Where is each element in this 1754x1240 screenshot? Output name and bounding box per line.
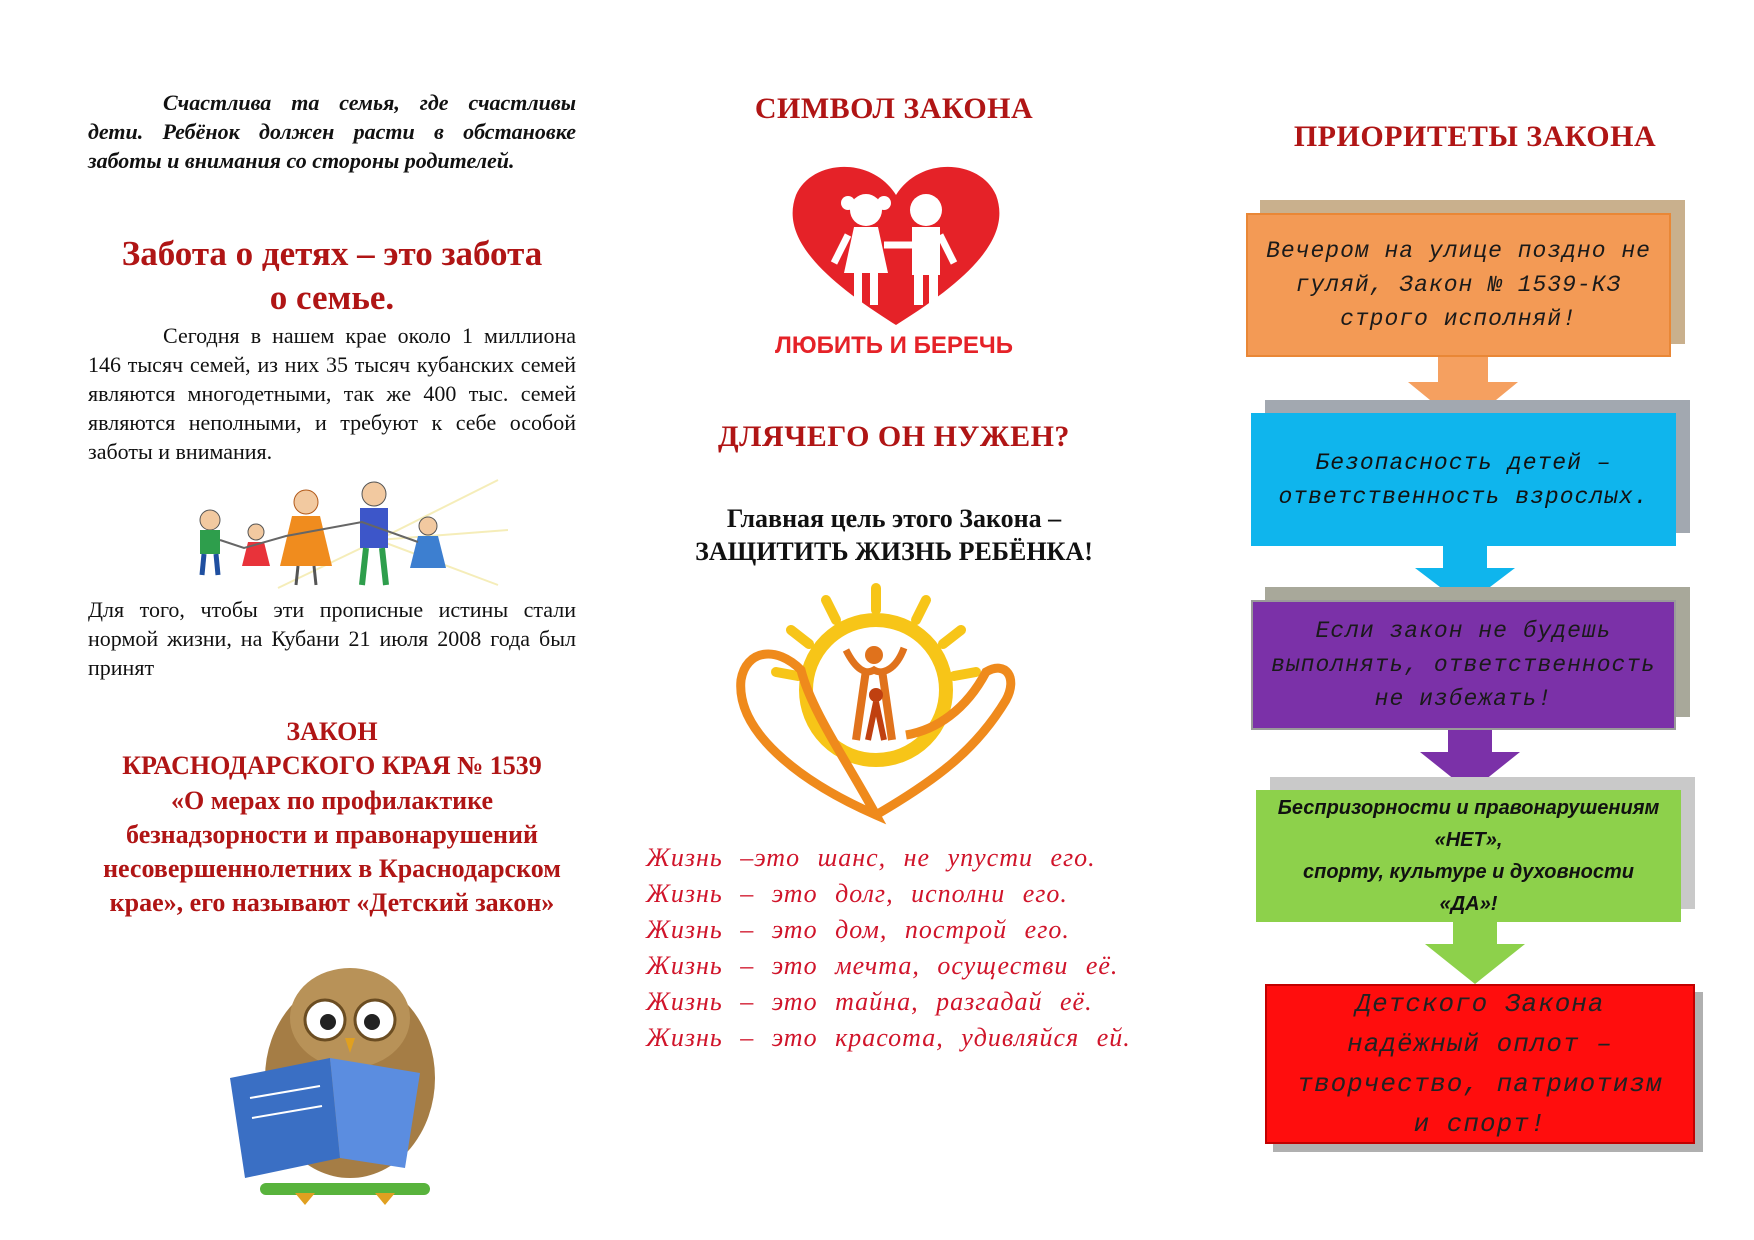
law-title-line1: ЗАКОН [286,717,378,746]
heart-caption: ЛЮБИТЬ И БЕРЕЧЬ [775,332,1013,359]
box4-line1: Беспризорности и правонарушениям «НЕТ», [1277,797,1660,851]
life-line: Жизнь –это шанс, не упусти его. [646,843,1096,872]
law-intro-paragraph: Для того, чтобы эти прописные истины стали нормой жизни, на Кубани 21 июля 2008 года был принят [88,597,576,680]
care-heading-line2: о семье. [269,278,395,317]
life-line: Жизнь – это дом, построй его. [646,915,1070,944]
right-column [1240,0,1710,1240]
families-paragraph: Сегодня в нашем крае около 1 миллиона 146 тысяч семей, из них 35 тысяч кубанских семей являются многодетными, так же 400 тыс. семей являются неполными, и требуют к себе особой заботы и внимания. [88,323,576,464]
priority-box-5: Детского Закона надёжный оплот – творчество, патриотизм и спорт! [1265,984,1695,1144]
arrow-down-icon [1425,922,1525,984]
priority-box-2: Безопасность детей – ответственность взрослых. [1251,413,1676,546]
family-quote: Счастлива та семья, где счастливы дети. Ребёнок должен расти в обстановке заботы и внимания со стороны родителей. [88,90,576,173]
priority-box-4 [1256,790,1681,922]
law-title [88,715,576,783]
sun-hand-heart-icon [706,560,1046,840]
middle-column [646,0,1142,1240]
goal-line2: ЗАЩИТИТЬ ЖИЗНЬ РЕБЁНКА! [695,537,1093,566]
life-line: Жизнь – это долг, исполни его. [646,879,1068,908]
law-title-line2: КРАСНОДАРСКОГО КРАЯ № 1539 [122,751,542,780]
left-column [88,0,576,1240]
symbol-heading: СИМВОЛ ЗАКОНА [754,92,1034,125]
owl-reading-book-icon [200,958,472,1213]
life-line: Жизнь – это мечта, осуществи её. [646,951,1119,980]
life-lines-list [646,840,1136,1056]
care-heading-line1: Забота о детях – это забота [121,234,543,273]
law-goal [646,502,1142,568]
priority-box-3: Если закон не будешь выполнять, ответственность не избежать! [1251,600,1676,730]
priorities-heading: ПРИОРИТЕТЫ ЗАКОНА [1293,120,1657,153]
life-line: Жизнь – это тайна, разгадай её. [646,987,1093,1016]
priority-box-1: Вечером на улице поздно не гуляй, Закон № 1539-КЗ строго исполняй! [1246,213,1671,357]
law-name: «О мерах по профилактике безнадзорности и правонарушений несовершеннолетних в Краснодарском крае», его называют «Детский закон» [103,786,561,917]
why-heading: ДЛЯЧЕГО ОН НУЖЕН? [718,420,1070,453]
life-line: Жизнь – это красота, удивляйся ей. [646,1023,1131,1052]
goal-line1: Главная цель этого Закона – [726,504,1062,533]
care-heading [88,232,576,320]
box4-line2: спорту, культуре и духовности «ДА»! [1302,861,1634,915]
family-drawing-icon [178,470,508,590]
